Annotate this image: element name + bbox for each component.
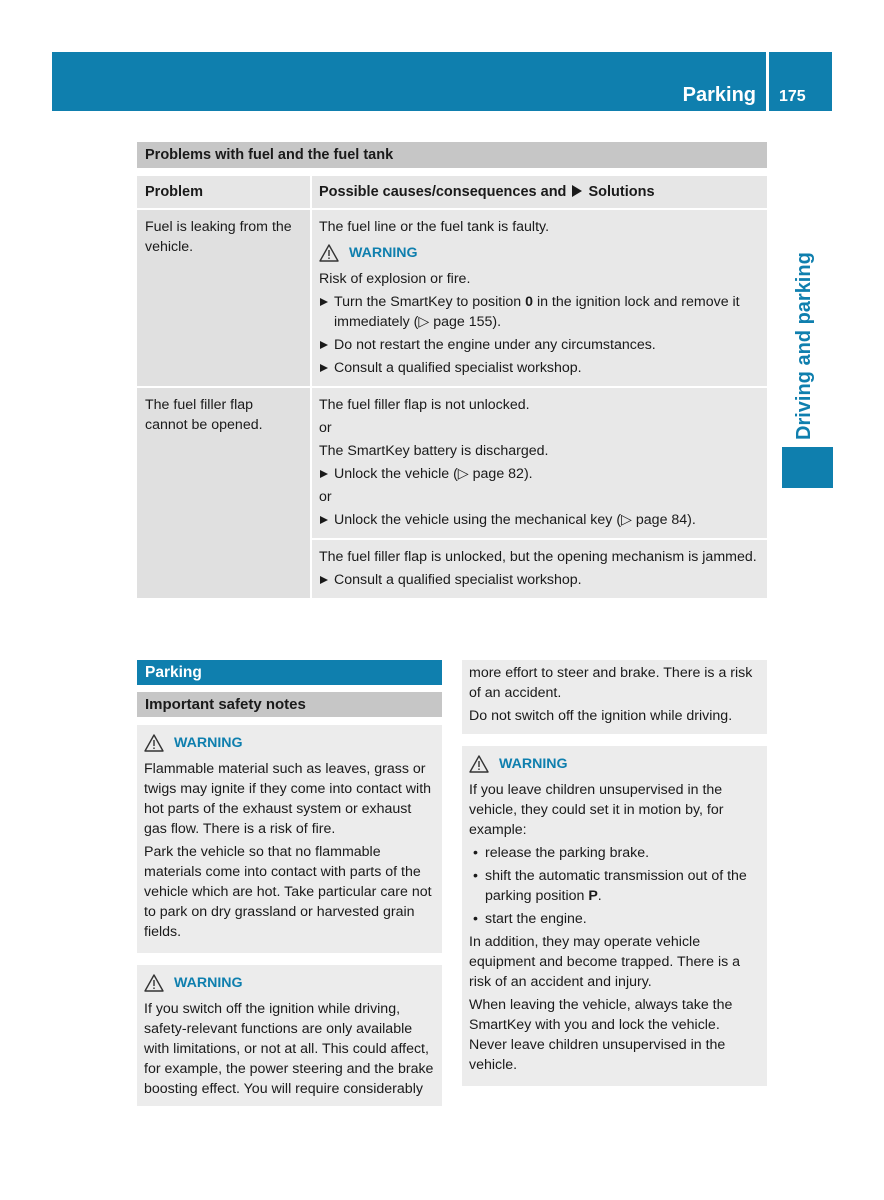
list-item: • release the parking brake. — [469, 843, 760, 863]
header-bar — [52, 52, 766, 111]
arrow-icon — [320, 298, 328, 306]
warning-heading: WARNING — [144, 733, 435, 753]
section-heading: Parking — [137, 660, 442, 685]
chapter-side-label: Driving and parking — [793, 252, 815, 440]
left-column — [137, 660, 442, 1106]
page-number: 175 — [779, 88, 806, 105]
warning-heading: WARNING — [469, 754, 760, 774]
table-title: Problems with fuel and the fuel tank — [137, 142, 767, 168]
chapter-tab-marker — [782, 447, 833, 488]
instruction-item: Unlock the vehicle (▷ page 82). — [319, 464, 761, 484]
subsection-heading: Important safety notes — [137, 692, 442, 717]
solution-cell-group — [312, 388, 767, 598]
warning-triangle-icon — [144, 974, 164, 992]
solution-cell: The fuel filler flap is not unlocked. or The SmartKey battery is discharged. Unlock the vehicle (▷ page 82). or Unlock the vehicle using the mechanical key (▷ page 84). — [312, 388, 767, 538]
arrow-icon — [320, 516, 328, 524]
instruction-item: Unlock the vehicle using the mechanical key (▷ page 84). — [319, 510, 761, 530]
section-title: Parking — [682, 84, 756, 106]
warning-box: WARNING Flammable material such as leaves, grass or twigs may ignite if they come into contact with hot parts of the exhaust system or exhaust gas flow. There is a risk of fire. Park the vehicle so that no flammable materials come into contact with parts of the vehicle which are hot. Take particular care not to park on dry grassland or harvested grain fields. — [137, 725, 442, 953]
column-header-solutions: Possible causes/consequences and Solutions — [312, 176, 767, 208]
instruction-item: Do not restart the engine under any circumstances. — [319, 335, 761, 355]
instruction-item: Turn the SmartKey to position 0 in the ignition lock and remove it immediately (▷ page 155). — [319, 292, 761, 332]
column-header-problem: Problem — [137, 176, 310, 208]
arrow-icon — [320, 341, 328, 349]
solution-cell: The fuel line or the fuel tank is faulty. WARNING Risk of explosion or fire. Turn the SmartKey to position 0 in the ignition lock and remove it immediately (▷ page 155). Do not restart the engine under any circumstances. Consult a qualified specialist workshop. — [312, 210, 767, 386]
table-row — [137, 388, 767, 598]
warning-triangle-icon — [319, 244, 339, 262]
arrow-icon — [320, 364, 328, 372]
warning-box: WARNING If you leave children unsupervised in the vehicle, they could set it in motion by, for example: • release the parking brake. • shift the automatic transmission out of the parking position P. • start the engine. In addition, they may operate vehicle equipment and become trapped. There is a risk of an accident and injury. When leaving the vehicle, always take the SmartKey with you and lock the vehicle. Never leave children unsupervised in the vehicle. — [462, 746, 767, 1086]
table-row — [137, 210, 767, 386]
right-column — [462, 660, 767, 1086]
arrow-icon — [320, 470, 328, 478]
arrow-icon — [320, 576, 328, 584]
warning-triangle-icon — [144, 734, 164, 752]
arrow-icon — [572, 185, 582, 197]
list-item: • shift the automatic transmission out of the parking position P. — [469, 866, 760, 906]
list-item: • start the engine. — [469, 909, 760, 929]
instruction-item: Consult a qualified specialist workshop. — [319, 570, 761, 590]
warning-heading: WARNING — [144, 973, 435, 993]
problem-cell: The fuel filler flap cannot be opened. — [137, 388, 310, 598]
instruction-item: Consult a qualified specialist workshop. — [319, 358, 761, 378]
fuel-problems-table — [137, 142, 767, 598]
warning-box: WARNING If you switch off the ignition while driving, safety-relevant functions are only available with limitations, or not at all. This could affect, for example, the power steering and the brake boosting effect. You will require considerably — [137, 965, 442, 1106]
page-number-box — [769, 52, 832, 111]
table-header-row — [137, 176, 767, 208]
solution-cell: The fuel filler flap is unlocked, but the opening mechanism is jammed. Consult a qualified specialist workshop. — [312, 540, 767, 598]
warning-triangle-icon — [469, 755, 489, 773]
warning-heading: WARNING — [319, 243, 761, 263]
problem-cell: Fuel is leaking from the vehicle. — [137, 210, 310, 386]
warning-box-continued: more effort to steer and brake. There is a risk of an accident. Do not switch off the ignition while driving. — [462, 660, 767, 734]
